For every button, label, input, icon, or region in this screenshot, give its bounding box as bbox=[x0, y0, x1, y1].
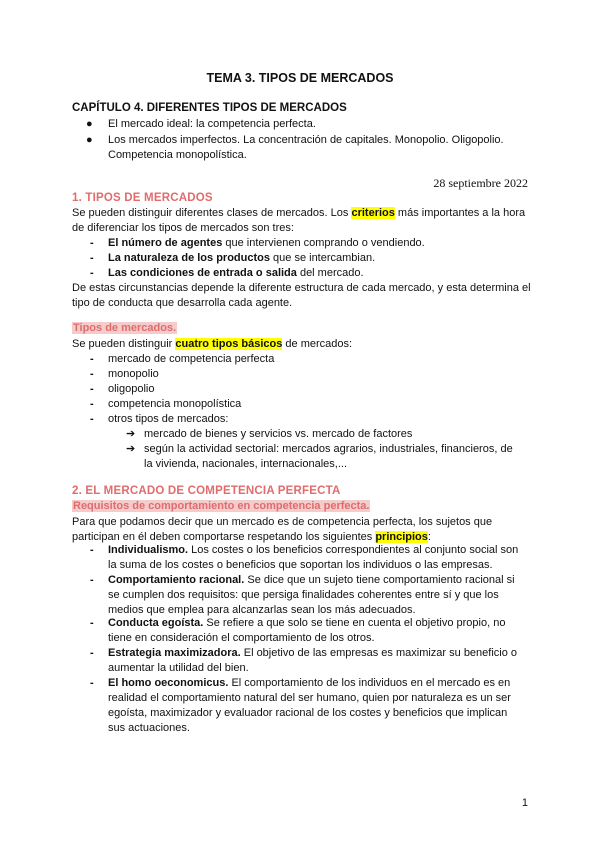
intro-text: Para que podamos decir que un mercado es de competencia perfecta, los sujetos que participan en él deben comportarse respetando los siguientes bbox=[72, 516, 493, 544]
intro-text: : bbox=[427, 531, 431, 544]
dash-marker: - bbox=[90, 252, 94, 264]
other-type-text: mercado de bienes y servicios vs. mercado de factores bbox=[144, 428, 413, 440]
dash-marker: - bbox=[90, 267, 94, 279]
types-intro bbox=[72, 337, 532, 352]
principle-text: Los costes o los beneficios correspondientes al conjunto social son la suma de los costes o beneficios que soportan los individuos o las empresas. bbox=[108, 544, 519, 571]
principle-bold: Individualismo. bbox=[108, 544, 189, 556]
types-subheading: Tipos de mercados. bbox=[73, 322, 177, 334]
arrow-icon: ➔ bbox=[126, 428, 136, 440]
market-type-text: oligopolio bbox=[108, 383, 155, 395]
dash-marker: - bbox=[90, 544, 94, 556]
highlight-cuatro-tipos: cuatro tipos básicos bbox=[175, 338, 283, 350]
dash-marker: - bbox=[90, 647, 94, 659]
section-1-intro bbox=[72, 206, 532, 237]
bullet-marker: ● bbox=[86, 134, 93, 146]
types-text: de mercados: bbox=[282, 338, 353, 350]
market-type-text: otros tipos de mercados: bbox=[108, 413, 229, 425]
criteria-text: que se intercambian. bbox=[269, 252, 376, 264]
principle-text: El comportamiento de los individuos en el mercado es en realidad el comportamiento natural del ser humano, quien por naturaleza es un ser egoísta, maximizador y evaluador racional de los costes y beneficios que implican sus actuaciones. bbox=[108, 677, 511, 734]
market-type-text: mercado de competencia perfecta bbox=[108, 353, 275, 365]
bullet-text: El mercado ideal: la competencia perfecta. bbox=[108, 118, 316, 130]
other-type-text: según la actividad sectorial: mercados agrarios, industriales, financieros, de la vivienda, nacionales, internacionales,... bbox=[144, 443, 513, 470]
types-text: Se pueden distinguir bbox=[72, 338, 176, 350]
dash-marker: - bbox=[90, 617, 94, 629]
date: 28 septiembre 2022 bbox=[433, 176, 528, 190]
criteria-text: que intervienen comprando o vendiendo. bbox=[222, 237, 425, 249]
dash-marker: - bbox=[90, 677, 94, 689]
dash-marker: - bbox=[90, 413, 94, 425]
page-number: 1 bbox=[521, 797, 528, 809]
dash-marker: - bbox=[90, 353, 94, 365]
principle-text: Se dice que un sujeto tiene comportamiento racional si se cumplen dos requisitos: que persiga finalidades coherentes entre sí y que los medios que emplea para alcanzarlas sean los más adecuados. bbox=[108, 574, 515, 616]
requirements-subheading: Requisitos de comportamiento en competencia perfecta. bbox=[73, 500, 370, 512]
principle-text: El objetivo de las empresas es maximizar su beneficio o aumentar la utilidad del bien. bbox=[108, 647, 518, 674]
page-title: TEMA 3. TIPOS DE MERCADOS bbox=[206, 71, 394, 85]
intro-text: más importantes a la hora de diferenciar los tipos de mercados son tres: bbox=[72, 207, 526, 235]
bullet-marker: ● bbox=[86, 118, 93, 130]
section-1-heading: 1. TIPOS DE MERCADOS bbox=[72, 192, 213, 204]
dash-marker: - bbox=[90, 574, 94, 586]
principle-bold: Conducta egoísta. bbox=[108, 617, 204, 629]
highlight-principios: principios bbox=[375, 531, 428, 544]
dash-marker: - bbox=[90, 368, 94, 380]
market-type-text: monopolio bbox=[108, 368, 159, 380]
principle-text: Se refiere a que solo se tiene en cuenta el objetivo propio, no tiene en consideración el comportamiento de los otros. bbox=[108, 617, 506, 644]
principle-bold: Comportamiento racional. bbox=[108, 574, 245, 586]
bullet-text: Los mercados imperfectos. La concentración de capitales. Monopolio. Oligopolio. Competencia monopolística. bbox=[108, 134, 504, 161]
dash-marker: - bbox=[90, 383, 94, 395]
criteria-bold: El número de agentes bbox=[108, 237, 223, 249]
intro-text: Se pueden distinguir diferentes clases de mercados. Los bbox=[72, 207, 352, 219]
section-2-heading: 2. EL MERCADO DE COMPETENCIA PERFECTA bbox=[72, 485, 341, 497]
dash-marker: - bbox=[90, 237, 94, 249]
dash-marker: - bbox=[90, 398, 94, 410]
section-2-intro bbox=[72, 515, 532, 546]
highlight-criterios: criterios bbox=[351, 207, 395, 219]
chapter-heading: CAPÍTULO 4. DIFERENTES TIPOS DE MERCADOS bbox=[72, 102, 347, 114]
criteria-bold: Las condiciones de entrada o salida bbox=[108, 267, 297, 279]
principle-bold: Estrategia maximizadora. bbox=[108, 647, 241, 659]
criteria-text: del mercado. bbox=[296, 267, 364, 279]
section-1-conclusion: De estas circunstancias depende la diferente estructura de cada mercado, y esta determina el tipo de conducta que desarrolla cada agente. bbox=[72, 282, 531, 310]
principle-bold: El homo oeconomicus. bbox=[108, 677, 229, 689]
arrow-icon: ➔ bbox=[126, 443, 136, 455]
market-type-text: competencia monopolística bbox=[108, 398, 242, 410]
criteria-bold: La naturaleza de los productos bbox=[108, 252, 270, 264]
